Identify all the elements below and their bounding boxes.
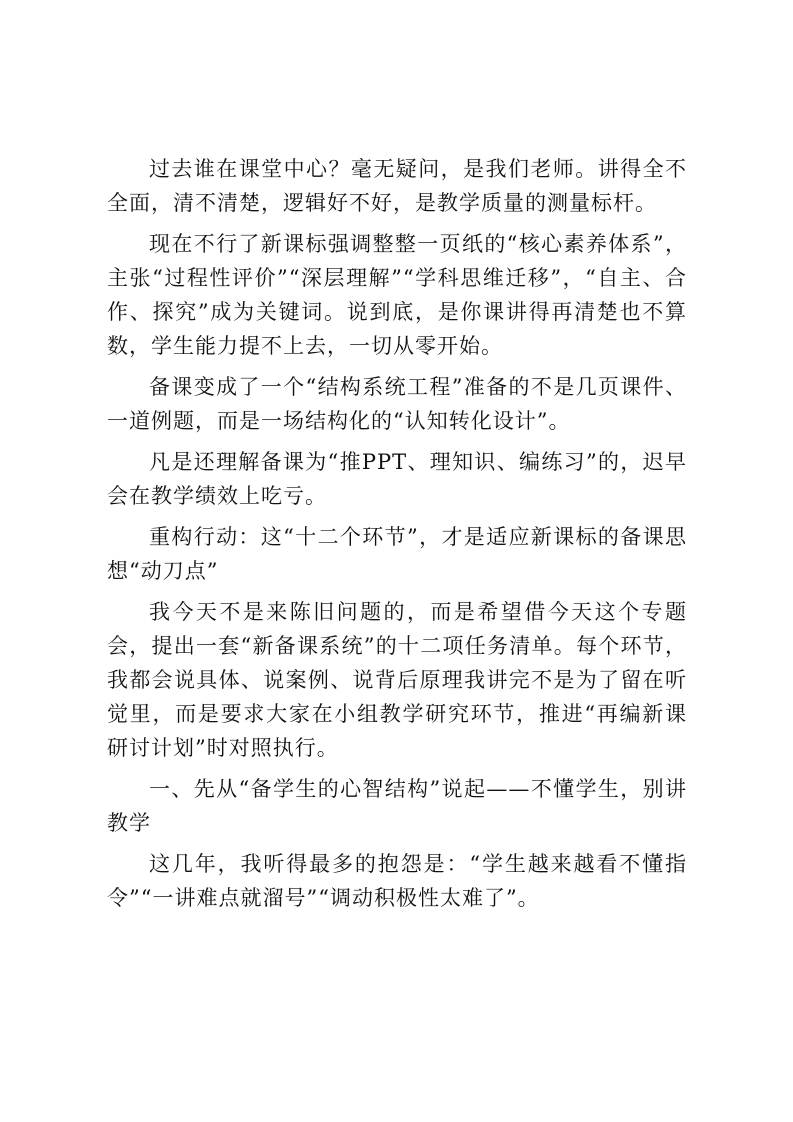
section-heading-one: 一、先从“备学生的心智结构”说起——不懂学生，别讲教学	[107, 777, 687, 835]
paragraph-1: 过去谁在课堂中心？毫无疑问，是我们老师。讲得全不全面，清不清楚，逻辑好不好，是教学质量的测量标杆。	[107, 157, 687, 215]
paragraph-2: 现在不行了新课标强调整整一页纸的“核心素养体系”，主张“过程性评价”“深层理解”“学科思维迁移”，“自主、合作、探究”成为关键词。说到底，是你课讲得再清楚也不算数，学生能力提不上去，一切从零开始。	[107, 232, 687, 358]
paragraph-8: 这几年，我听得最多的抱怨是：“学生越来越看不懂指令”“一讲难点就溜号”“调动积极性太难了”。	[107, 852, 687, 910]
document-body	[107, 152, 687, 922]
paragraph-3: 备课变成了一个“结构系统工程”准备的不是几页课件、一道例题，而是一场结构化的“认知转化设计”。	[107, 375, 687, 433]
paragraph-6: 我今天不是来陈旧问题的，而是希望借今天这个专题会，提出一套“新备课系统”的十二项任务清单。每个环节，我都会说具体、说案例、说背后原理我讲完不是为了留在听觉里，而是要求大家在小组教学研究环节，推进“再编新课研讨计划”时对照执行。	[107, 600, 687, 760]
paragraph-4: 凡是还理解备课为“推PPT、理知识、编练习”的，迟早会在教学绩效上吃亏。	[107, 450, 687, 508]
section-heading-restructure: 重构行动：这“十二个环节”，才是适应新课标的备课思想“动刀点”	[107, 525, 687, 583]
